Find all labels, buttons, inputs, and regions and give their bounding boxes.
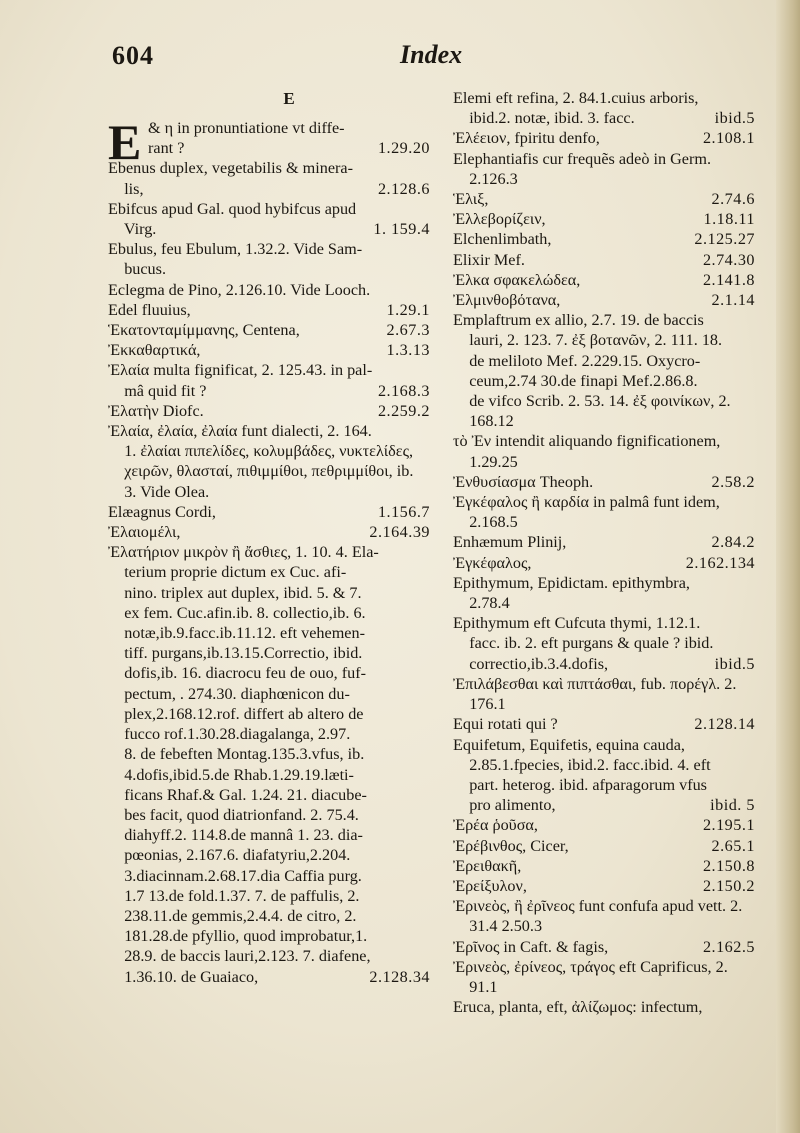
entry-text: Eruca, planta, eft, ἀλίζωμος: infectum, — [453, 998, 703, 1017]
index-entry — [108, 684, 430, 704]
index-entry — [108, 866, 430, 886]
entry-text: rant ? — [148, 139, 185, 158]
entry-text: Ἐκκαθαρτικά, — [108, 341, 201, 360]
entry-text: Virg. — [108, 220, 157, 239]
entry-text: diahyff.2. 114.8.de mannâ 1. 23. dia- — [108, 826, 363, 845]
index-entry — [453, 250, 755, 270]
entry-text: ex fem. Cuc.afin.ib. 8. collectio,ib. 6. — [108, 603, 366, 622]
entry-text: 3. Vide Olea. — [108, 482, 210, 501]
entry-text: facc. ib. 2. eft purgans & quale ? ibid. — [453, 634, 714, 653]
entry-text: 1.29.25 — [453, 452, 518, 471]
entry-text: ficans Rhaf.& Gal. 1.24. 21. diacube- — [108, 785, 367, 804]
index-entry — [453, 411, 755, 431]
entry-text: Epithymum eft Cufcuta thymi, 1.12.1. — [453, 614, 701, 633]
entry-reference: 2.164.39 — [369, 523, 430, 542]
index-entry — [453, 553, 755, 573]
entry-reference: 2.65.1 — [711, 836, 755, 855]
entry-text: Ἐλαιομέλι, — [108, 523, 181, 542]
entry-text: 2.85.1.fpecies, ibid.2. facc.ibid. 4. eft — [453, 755, 711, 774]
index-entry — [453, 270, 755, 290]
entry-reference: 2.162.5 — [702, 937, 755, 956]
index-entry — [453, 755, 755, 775]
index-entry — [108, 158, 430, 178]
index-entry — [453, 735, 755, 755]
index-entry — [108, 360, 430, 380]
entry-text: Ἐγκέφαλος ἢ καρδία in palmâ funt idem, — [453, 493, 720, 512]
index-entry — [453, 351, 755, 371]
entry-text: bucus. — [108, 260, 166, 279]
index-entry — [108, 441, 430, 461]
entry-text: & η in pronuntiatione vt diffe- — [148, 119, 345, 137]
entry-text: 2.168.5 — [453, 513, 518, 532]
index-entry — [453, 492, 755, 512]
entry-text: de vifco Scrib. 2. 53. 14. ἐξ φοινίκων, 2. — [453, 392, 731, 411]
index-entry — [453, 876, 755, 896]
entry-text: ceum,2.74 30.de finapi Mef.2.86.8. — [453, 371, 698, 390]
entry-text: 168.12 — [453, 412, 514, 431]
entry-text: Ἐλαία multa fignificat, 2. 125.43. in pal- — [108, 361, 373, 380]
index-entry — [453, 472, 755, 492]
page-number: 604 — [112, 41, 154, 70]
index-entry — [453, 916, 755, 936]
index-entry — [108, 421, 430, 441]
entry-text: Ἐλαία, ἐλαία, ἐλαία funt dialecti, 2. 164. — [108, 422, 372, 441]
entry-reference: 2.195.1 — [702, 816, 755, 835]
entry-text: mâ quid fit ? — [108, 381, 207, 400]
entry-reference: 2.58.2 — [711, 472, 755, 491]
index-entry — [108, 967, 430, 987]
index-entry — [108, 562, 430, 582]
entry-text: part. heterog. ibid. afparagorum vfus — [453, 775, 707, 794]
index-entry — [453, 149, 755, 169]
entry-text: lauri, 2. 123. 7. ἐξ βοτανῶν, 2. 111. 18. — [453, 331, 723, 350]
entry-text: Elchenlimbath, — [453, 230, 552, 249]
entry-text: 2.78.4 — [453, 594, 510, 613]
index-entry — [108, 239, 430, 259]
index-entry — [453, 836, 755, 856]
index-entry — [108, 825, 430, 845]
entry-text: Ἐλκα σφακελώδεα, — [453, 270, 581, 289]
index-entry — [108, 340, 430, 360]
index-entry — [453, 229, 755, 249]
index-entry — [453, 209, 755, 229]
index-entry — [108, 663, 430, 683]
index-entry — [453, 997, 755, 1017]
entry-text: 8. de febeften Montag.135.3.vfus, ib. — [108, 745, 365, 764]
entry-reference: 2.128.34 — [369, 967, 430, 986]
index-entry — [108, 946, 430, 966]
index-entry — [108, 401, 430, 421]
entry-text: 4.dofis,ibid.5.de Rhab.1.29.19.læti- — [108, 765, 354, 784]
entry-text: Ἐρινεὸς, ἐρίνεος, τράγος eft Caprificus, 2. — [453, 957, 728, 976]
entry-text: 28.9. de baccis lauri,2.123. 7. diafene, — [108, 947, 371, 966]
entry-text: χειρῶν, θλασταί, πιθιμμίθοι, πεθριμμίθοι, ib. — [108, 462, 414, 481]
index-entry — [108, 199, 430, 219]
index-entry — [108, 906, 430, 926]
index-entry — [108, 320, 430, 340]
entry-reference: 2.74.6 — [711, 190, 755, 209]
index-entry — [453, 128, 755, 148]
entry-text: bes facit, quod diatrionfand. 2. 75.4. — [108, 805, 359, 824]
drop-cap: E — [108, 114, 142, 170]
entry-text: Ἐγκέφαλος, — [453, 553, 532, 572]
entry-reference: 2.128.6 — [377, 179, 430, 198]
index-entry — [453, 189, 755, 209]
left-column — [108, 88, 430, 987]
index-entry — [453, 371, 755, 391]
entry-text: ibid.2. notæ, ibid. 3. facc. — [453, 109, 635, 128]
entry-text: Ἑλιξ, — [453, 190, 489, 209]
entry-reference: 1.29.1 — [386, 300, 430, 319]
entry-reference: 2.108.1 — [702, 129, 755, 148]
entry-reference: ibid.5 — [714, 654, 755, 673]
index-entry — [108, 704, 430, 724]
index-entry — [108, 765, 430, 785]
entry-text: pectum, . 274.30. diaphœnicon du- — [108, 684, 350, 703]
index-entry — [453, 290, 755, 310]
index-entry — [108, 603, 430, 623]
entry-text: 181.28.de pfyllio, quod improbatur,1. — [108, 927, 368, 946]
entry-text: Equifetum, Equifetis, equina cauda, — [453, 735, 685, 754]
index-entry — [453, 775, 755, 795]
entry-text: Ἐπιλάβεσθαι καὶ πιπτάσθαι, fub. πορέγλ. 2. — [453, 674, 737, 693]
index-entry — [453, 694, 755, 714]
running-head: Index — [400, 40, 463, 69]
entry-reference: 2.168.3 — [377, 381, 430, 400]
entry-text: Ἐρείξυλον, — [453, 876, 527, 895]
index-entry — [453, 815, 755, 835]
index-entry — [453, 896, 755, 916]
left-entries-list — [108, 158, 430, 986]
entry-text: 1.7 13.de fold.1.37. 7. de paffulis, 2. — [108, 886, 360, 905]
entry-reference: 1. 159.4 — [373, 220, 430, 239]
index-entry — [453, 937, 755, 957]
entry-text: Elemi eft refina, 2. 84.1.cuius arboris, — [453, 89, 699, 107]
index-entry — [453, 512, 755, 532]
entry-text: 3.diacinnam.2.68.17.dia Caffia purg. — [108, 866, 362, 885]
entry-text: Equi rotati qui ? — [453, 715, 558, 734]
entry-text: 91.1 — [453, 977, 498, 996]
index-entry — [453, 532, 755, 552]
right-column — [453, 88, 755, 1017]
entry-text: τὸ Ἐν intendit aliquando fignificationem, — [453, 432, 721, 451]
entry-text: Emplaftrum ex allio, 2.7. 19. de baccis — [453, 311, 704, 330]
index-entry — [108, 542, 430, 562]
index-entry — [453, 714, 755, 734]
index-entry — [453, 431, 755, 451]
section-letter: E — [283, 89, 295, 108]
entry-text: Ἐρειθακῆ, — [453, 856, 522, 875]
index-entry — [453, 391, 755, 411]
entry-text: Ebenus duplex, vegetabilis & minera- — [108, 159, 353, 178]
entry-reference: 1.3.13 — [386, 341, 430, 360]
index-entry — [108, 502, 430, 522]
index-entry — [453, 795, 755, 815]
entry-text: plex,2.168.12.rof. differt ab altero de — [108, 704, 364, 723]
index-entry — [453, 977, 755, 997]
entry-reference: 2.141.8 — [702, 270, 755, 289]
index-entry — [453, 330, 755, 350]
entry-text: Ἐνθυσίασμα Theoph. — [453, 472, 594, 491]
entry-reference: 2.1.14 — [711, 291, 755, 310]
entry-text: Epithymum, Epidictam. epithymbra, — [453, 573, 690, 592]
entry-text: nino. triplex aut duplex, ibid. 5. & 7. — [108, 583, 362, 602]
entry-text: Enhæmum Plinij, — [453, 533, 567, 552]
entry-text: Elixir Mef. — [453, 250, 525, 269]
index-entry — [108, 280, 430, 300]
entry-text: pro alimento, — [453, 796, 556, 815]
entry-text: Elephantiafis cur frequẽs adeò in Germ. — [453, 149, 711, 168]
page-edge-shadow — [776, 0, 800, 1133]
entry-text: Eclegma de Pino, 2.126.10. Vide Looch. — [108, 280, 371, 299]
index-entry — [453, 613, 755, 633]
entry-text: Elæagnus Cordi, — [108, 502, 216, 521]
index-entry — [453, 452, 755, 472]
entry-text: Ἐλατήριον μικρὸν ἢ ἄσθιες, 1. 10. 4. Ela- — [108, 543, 379, 562]
entry-text: Edel fluuius, — [108, 300, 191, 319]
entry-reference: 2.125.27 — [694, 230, 755, 249]
entry-reference: 2.67.3 — [386, 321, 430, 340]
index-entry — [108, 259, 430, 279]
index-entry — [108, 643, 430, 663]
entry-text: fucco rof.1.30.28.diagalanga, 2.97. — [108, 725, 351, 744]
index-entry — [108, 744, 430, 764]
index-entry — [453, 957, 755, 977]
entry-text: Ἐρέα ῥοῦσα, — [453, 816, 538, 835]
entry-reference: 2.150.2 — [702, 876, 755, 895]
entry-reference: ibid. 5 — [710, 796, 755, 815]
entry-text: Ἐλμινθοβότανα, — [453, 291, 561, 310]
entry-reference: 1.29.20 — [377, 139, 430, 158]
index-entry — [453, 88, 755, 108]
entry-text: lis, — [108, 179, 144, 198]
index-entry — [453, 856, 755, 876]
entry-text: 2.126.3 — [453, 169, 518, 188]
entry-text: notæ,ib.9.facc.ib.11.12. eft vehemen- — [108, 624, 365, 643]
index-entry — [453, 310, 755, 330]
entry-text: Ἐρινεὸς, ἢ ἐρῖνεος funt confufa apud vett. 2. — [453, 897, 743, 916]
index-entry — [108, 482, 430, 502]
index-entry — [108, 724, 430, 744]
entry-reference: 2.128.14 — [694, 715, 755, 734]
index-entry — [108, 583, 430, 603]
entry-reference: 2.84.2 — [711, 533, 755, 552]
entry-text: Ἑκατονταμίμμανης, Centena, — [108, 321, 300, 340]
index-entry — [108, 179, 430, 199]
index-entry — [108, 461, 430, 481]
index-entry — [453, 654, 755, 674]
entry-text: Ebulus, feu Ebulum, 1.32.2. Vide Sam- — [108, 240, 363, 259]
entry-reference: 2.259.2 — [377, 401, 430, 420]
index-entry — [453, 169, 755, 189]
entry-text: tiff. purgans,ib.13.15.Correctio, ibid. — [108, 644, 363, 663]
entry-text: Ἐλλεβορίζειν, — [453, 210, 546, 229]
entry-reference: 2.150.8 — [702, 856, 755, 875]
entry-text: 1. ἐλαίαι πιπελίδες, κολυμβάδες, νυκτελίδες, — [108, 442, 414, 461]
index-entry — [453, 674, 755, 694]
entry-text: pœonias, 2.167.6. diafatyriu,2.204. — [108, 846, 351, 865]
index-entry — [108, 300, 430, 320]
index-entry — [453, 633, 755, 653]
entry-text: Ebifcus apud Gal. quod hybifcus apud — [108, 199, 357, 218]
index-entry — [108, 623, 430, 643]
entry-text: Ἐρῖνος in Caft. & fagis, — [453, 937, 609, 956]
entry-reference: 1.18.11 — [703, 210, 755, 229]
entry-text: Ἐλέειον, fpiritu denfo, — [453, 129, 600, 148]
index-entry — [108, 926, 430, 946]
index-entry — [453, 108, 755, 128]
entry-reference: 2.162.134 — [685, 553, 755, 572]
entry-reference: ibid.5 — [714, 109, 755, 128]
entry-text: de meliloto Mef. 2.229.15. Oxycro- — [453, 351, 701, 370]
entry-text: 31.4 2.50.3 — [453, 917, 543, 936]
entry-text: dofis,ib. 16. diacrocu feu de ouo, fuf- — [108, 664, 367, 683]
entry-text: terium proprie dictum ex Cuc. afi- — [108, 563, 347, 582]
entry-text: Ἐρέβινθος, Cicer, — [453, 836, 569, 855]
entry-text: 176.1 — [453, 695, 506, 714]
index-entry — [108, 845, 430, 865]
entry-reference: 2.74.30 — [702, 250, 755, 269]
index-entry — [108, 785, 430, 805]
index-entry — [453, 573, 755, 593]
index-entry — [108, 219, 430, 239]
index-entry — [108, 522, 430, 542]
index-entry — [108, 805, 430, 825]
entry-text: 238.11.de gemmis,2.4.4. de citro, 2. — [108, 906, 357, 925]
index-entry — [148, 118, 430, 138]
entry-reference: 1.156.7 — [377, 502, 430, 521]
index-entry — [108, 381, 430, 401]
index-entry — [148, 138, 430, 158]
entry-text: Ἐλατὴν Diofc. — [108, 401, 204, 420]
entry-text: 1.36.10. de Guaiaco, — [108, 967, 259, 986]
index-entry — [108, 886, 430, 906]
index-entry — [453, 593, 755, 613]
right-entries-list — [453, 88, 755, 1017]
entry-text: correctio,ib.3.4.dofis, — [453, 654, 609, 673]
